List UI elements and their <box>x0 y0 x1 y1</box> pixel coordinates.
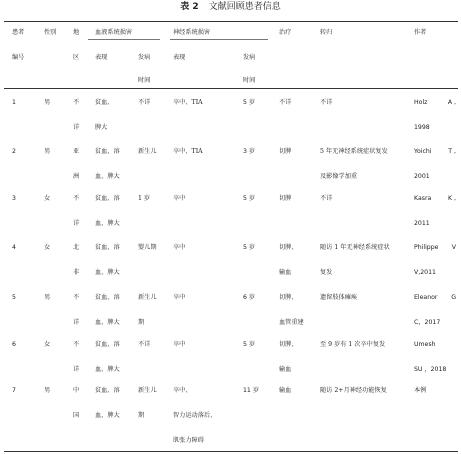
table-title <box>0 3 461 12</box>
cell-blood-manifestation: 贫血、溶 <box>95 294 120 301</box>
cell-author: 2011 <box>414 220 430 227</box>
cell-blood-onset: 新生儿 <box>138 148 157 155</box>
top-rule <box>4 21 458 22</box>
cell-author: SU ，2018 <box>414 366 447 373</box>
header-neuro-onset-line2: 时间 <box>243 77 256 84</box>
cell-sex: 女 <box>44 195 51 202</box>
cell-blood-manifestation: 血、脾大 <box>95 269 120 276</box>
cell-blood-onset: 新生儿 <box>138 387 157 394</box>
cell-blood-manifestation: 贫血、溶 <box>95 148 120 155</box>
cell-number: 4 <box>12 244 16 251</box>
cell-outcome: 随访 1 年无神经系统症状 <box>320 244 390 251</box>
header-neuro-manifestation: 表现 <box>173 54 186 61</box>
cell-region: 详 <box>73 220 80 227</box>
cell-neuro-manifestation: 卒中 <box>173 341 186 348</box>
cell-sex: 女 <box>44 341 51 348</box>
cell-region: 北 <box>73 244 80 251</box>
cell-region: 洲 <box>73 173 80 180</box>
bottom-rule <box>4 451 458 452</box>
cell-neuro-onset: 5 岁 <box>243 195 256 202</box>
cell-region: 不 <box>73 294 80 301</box>
cell-blood-onset: 1 岁 <box>138 195 151 202</box>
header-neuro-onset-line1: 发病 <box>243 54 256 61</box>
header-neuro-group: 神经系统损害 <box>173 29 211 36</box>
header-sex: 性别 <box>44 29 57 36</box>
cell-region: 不 <box>73 195 80 202</box>
header-region-line2: 区 <box>73 54 80 61</box>
cell-region: 详 <box>73 319 80 326</box>
group-underline-blood <box>88 39 160 40</box>
cell-neuro-onset: 6 岁 <box>243 294 256 301</box>
cell-number: 6 <box>12 341 16 348</box>
cell-sex: 男 <box>44 387 51 394</box>
cell-blood-manifestation: 血、脾大 <box>95 412 120 419</box>
cell-outcome: 遗留肢体瘫痪 <box>320 294 358 301</box>
cell-neuro-manifestation: 肌张力障碍 <box>173 437 204 444</box>
cell-region: 国 <box>73 412 80 419</box>
cell-neuro-manifestation: 卒中 <box>173 244 186 251</box>
cell-outcome: 随访 2+月神经功能恢复 <box>320 387 387 394</box>
cell-neuro-manifestation: 智力运动落后、 <box>173 412 217 419</box>
cell-author: Philippe V <box>414 244 456 251</box>
cell-blood-onset: 不详 <box>138 341 151 348</box>
cell-number: 1 <box>12 99 16 106</box>
cell-blood-onset: 不详 <box>138 99 151 106</box>
cell-outcome: 不详 <box>320 195 333 202</box>
header-author: 作者 <box>414 29 427 36</box>
table-caption: 文献回顾患者信息 <box>208 2 281 12</box>
cell-author: 本例 <box>414 387 427 394</box>
cell-sex: 男 <box>44 294 51 301</box>
cell-blood-manifestation: 脾大 <box>95 124 108 131</box>
cell-author: Umesh <box>414 341 436 348</box>
cell-treatment: 切脾、 <box>279 244 298 251</box>
header-blood-group: 血液系统损害 <box>95 29 133 36</box>
header-blood-manifestation: 表现 <box>95 54 108 61</box>
cell-neuro-manifestation: 卒中 <box>173 195 186 202</box>
cell-neuro-onset: 11 岁 <box>243 387 260 394</box>
cell-blood-onset: 新生儿 <box>138 294 157 301</box>
cell-blood-manifestation: 贫血、溶 <box>95 341 120 348</box>
cell-treatment: 切脾 <box>279 195 292 202</box>
cell-number: 3 <box>12 195 16 202</box>
cell-neuro-onset: 5 岁 <box>243 244 256 251</box>
cell-outcome: 复发 <box>320 269 333 276</box>
cell-blood-manifestation: 贫血、溶 <box>95 195 120 202</box>
cell-blood-onset: 婴儿期 <box>138 244 157 251</box>
cell-blood-manifestation: 贫血、 <box>95 99 114 106</box>
cell-neuro-manifestation: 卒中、 <box>173 387 192 394</box>
header-treatment: 治疗 <box>279 29 292 36</box>
cell-author: C，2017 <box>414 319 441 326</box>
cell-region: 详 <box>73 366 80 373</box>
header-blood-onset-line1: 发病 <box>138 54 151 61</box>
cell-treatment: 切脾、 <box>279 341 298 348</box>
cell-blood-manifestation: 贫血、溶 <box>95 387 120 394</box>
cell-blood-manifestation: 血、脾大 <box>95 319 120 326</box>
header-patient-line1: 患者 <box>12 29 25 36</box>
cell-outcome: 5 年无神经系统症状复发 <box>320 148 388 155</box>
cell-region: 不 <box>73 99 80 106</box>
cell-author: Yoichi T , <box>414 148 456 155</box>
cell-author: V,2011 <box>414 269 436 276</box>
cell-neuro-onset: 5 岁 <box>243 99 256 106</box>
cell-blood-manifestation: 血、脾大 <box>95 220 120 227</box>
cell-region: 非 <box>73 269 80 276</box>
group-underline-neuro <box>170 39 268 40</box>
cell-author: Eleanor G <box>414 294 456 301</box>
header-region-line1: 地 <box>73 29 80 36</box>
header-blood-onset-line2: 时间 <box>138 77 151 84</box>
table-number: 表 2 <box>180 2 199 12</box>
cell-number: 7 <box>12 387 16 394</box>
cell-outcome: 及影像学加重 <box>320 173 358 180</box>
header-patient-line2: 编号 <box>12 54 25 61</box>
cell-region: 中 <box>73 387 80 394</box>
cell-treatment: 输血 <box>279 269 292 276</box>
cell-neuro-manifestation: 卒中 <box>173 294 186 301</box>
cell-sex: 男 <box>44 99 51 106</box>
cell-region: 亚 <box>73 148 80 155</box>
cell-author: Kasra K , <box>414 195 456 202</box>
cell-blood-onset: 期 <box>138 319 145 326</box>
cell-blood-onset: 期 <box>138 412 145 419</box>
cell-neuro-manifestation: 卒中、TIA <box>173 99 203 106</box>
cell-outcome: 不详 <box>320 99 333 106</box>
cell-neuro-manifestation: 卒中、TIA <box>173 148 203 155</box>
cell-region: 不 <box>73 341 80 348</box>
cell-blood-manifestation: 贫血、溶 <box>95 244 120 251</box>
cell-sex: 女 <box>44 244 51 251</box>
cell-treatment: 输血 <box>279 366 292 373</box>
cell-blood-manifestation: 血、脾大 <box>95 366 120 373</box>
cell-blood-manifestation: 血、脾大 <box>95 173 120 180</box>
cell-number: 2 <box>12 148 16 155</box>
cell-author: 2001 <box>414 173 430 180</box>
cell-treatment: 切脾 <box>279 148 292 155</box>
cell-treatment: 切脾、 <box>279 294 298 301</box>
cell-region: 详 <box>73 124 80 131</box>
cell-treatment: 不详 <box>279 99 292 106</box>
cell-neuro-onset: 5 岁 <box>243 341 256 348</box>
cell-outcome: 至 9 岁有 1 次卒中复发 <box>320 341 386 348</box>
cell-treatment: 输血 <box>279 387 292 394</box>
header-rule <box>4 88 458 89</box>
cell-author: 1998 <box>414 124 430 131</box>
cell-sex: 男 <box>44 148 51 155</box>
cell-neuro-onset: 3 岁 <box>243 148 256 155</box>
header-outcome: 转归 <box>320 29 333 36</box>
cell-treatment: 血管重建 <box>279 319 304 326</box>
cell-author: Holz A , <box>414 99 456 106</box>
cell-number: 5 <box>12 294 16 301</box>
